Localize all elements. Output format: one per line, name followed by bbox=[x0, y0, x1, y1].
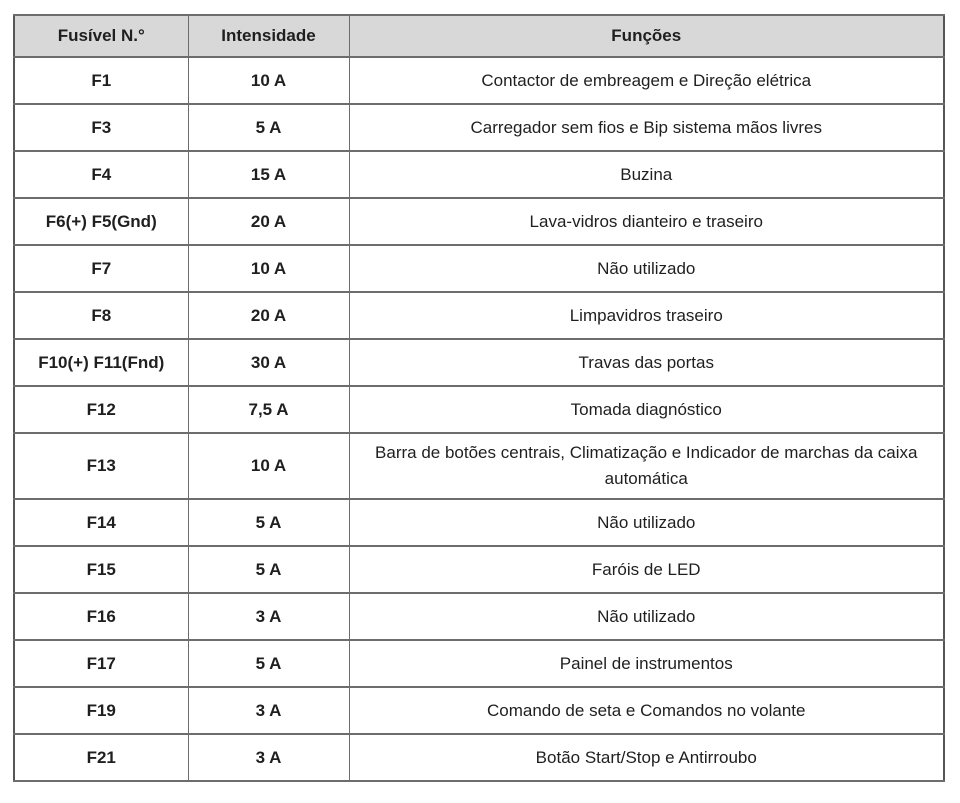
table-row bbox=[14, 593, 944, 640]
fuse-number-cell: F19 bbox=[14, 687, 188, 734]
intensity-cell: 30 A bbox=[188, 339, 349, 386]
function-cell: Botão Start/Stop e Antirroubo bbox=[349, 734, 944, 781]
table-row bbox=[14, 386, 944, 433]
fuse-number-cell: F13 bbox=[14, 433, 188, 499]
fuse-number-cell: F21 bbox=[14, 734, 188, 781]
function-cell: Não utilizado bbox=[349, 245, 944, 292]
fuse-number-cell: F4 bbox=[14, 151, 188, 198]
function-cell: Tomada diagnóstico bbox=[349, 386, 944, 433]
header-intensity: Intensidade bbox=[188, 15, 349, 57]
table-row bbox=[14, 245, 944, 292]
table-row bbox=[14, 734, 944, 781]
fuse-number-cell: F17 bbox=[14, 640, 188, 687]
fuse-number-cell: F1 bbox=[14, 57, 188, 104]
table-row bbox=[14, 433, 944, 499]
function-cell: Barra de botões centrais, Climatização e Indicador de marchas da caixa automática bbox=[349, 433, 944, 499]
table-row bbox=[14, 57, 944, 104]
intensity-cell: 20 A bbox=[188, 292, 349, 339]
table-row bbox=[14, 104, 944, 151]
function-cell: Não utilizado bbox=[349, 593, 944, 640]
function-cell: Limpavidros traseiro bbox=[349, 292, 944, 339]
table-row bbox=[14, 292, 944, 339]
fuse-table bbox=[13, 14, 945, 782]
intensity-cell: 3 A bbox=[188, 593, 349, 640]
intensity-cell: 7,5 A bbox=[188, 386, 349, 433]
intensity-cell: 10 A bbox=[188, 433, 349, 499]
fuse-number-cell: F6(+) F5(Gnd) bbox=[14, 198, 188, 245]
table-row bbox=[14, 640, 944, 687]
header-row bbox=[14, 15, 944, 57]
fuse-number-cell: F10(+) F11(Fnd) bbox=[14, 339, 188, 386]
fuse-number-cell: F8 bbox=[14, 292, 188, 339]
function-cell: Travas das portas bbox=[349, 339, 944, 386]
function-cell: Contactor de embreagem e Direção elétrica bbox=[349, 57, 944, 104]
function-cell: Faróis de LED bbox=[349, 546, 944, 593]
intensity-cell: 5 A bbox=[188, 104, 349, 151]
table-row bbox=[14, 339, 944, 386]
function-cell: Lava-vidros dianteiro e traseiro bbox=[349, 198, 944, 245]
fuse-number-cell: F12 bbox=[14, 386, 188, 433]
fuse-number-cell: F16 bbox=[14, 593, 188, 640]
table-row bbox=[14, 198, 944, 245]
intensity-cell: 3 A bbox=[188, 687, 349, 734]
intensity-cell: 5 A bbox=[188, 640, 349, 687]
intensity-cell: 5 A bbox=[188, 499, 349, 546]
function-cell: Não utilizado bbox=[349, 499, 944, 546]
table-row bbox=[14, 151, 944, 198]
fuse-table-header bbox=[14, 15, 944, 57]
intensity-cell: 20 A bbox=[188, 198, 349, 245]
fuse-number-cell: F14 bbox=[14, 499, 188, 546]
function-cell: Buzina bbox=[349, 151, 944, 198]
function-cell: Painel de instrumentos bbox=[349, 640, 944, 687]
table-row bbox=[14, 546, 944, 593]
header-functions: Funções bbox=[349, 15, 944, 57]
table-row bbox=[14, 687, 944, 734]
intensity-cell: 10 A bbox=[188, 245, 349, 292]
fuse-number-cell: F3 bbox=[14, 104, 188, 151]
fuse-number-cell: F7 bbox=[14, 245, 188, 292]
intensity-cell: 10 A bbox=[188, 57, 349, 104]
function-cell: Comando de seta e Comandos no volante bbox=[349, 687, 944, 734]
intensity-cell: 5 A bbox=[188, 546, 349, 593]
header-fuse-number: Fusível N.° bbox=[14, 15, 188, 57]
function-cell: Carregador sem fios e Bip sistema mãos livres bbox=[349, 104, 944, 151]
fuse-table-body bbox=[14, 57, 944, 781]
intensity-cell: 3 A bbox=[188, 734, 349, 781]
table-row bbox=[14, 499, 944, 546]
intensity-cell: 15 A bbox=[188, 151, 349, 198]
fuse-number-cell: F15 bbox=[14, 546, 188, 593]
